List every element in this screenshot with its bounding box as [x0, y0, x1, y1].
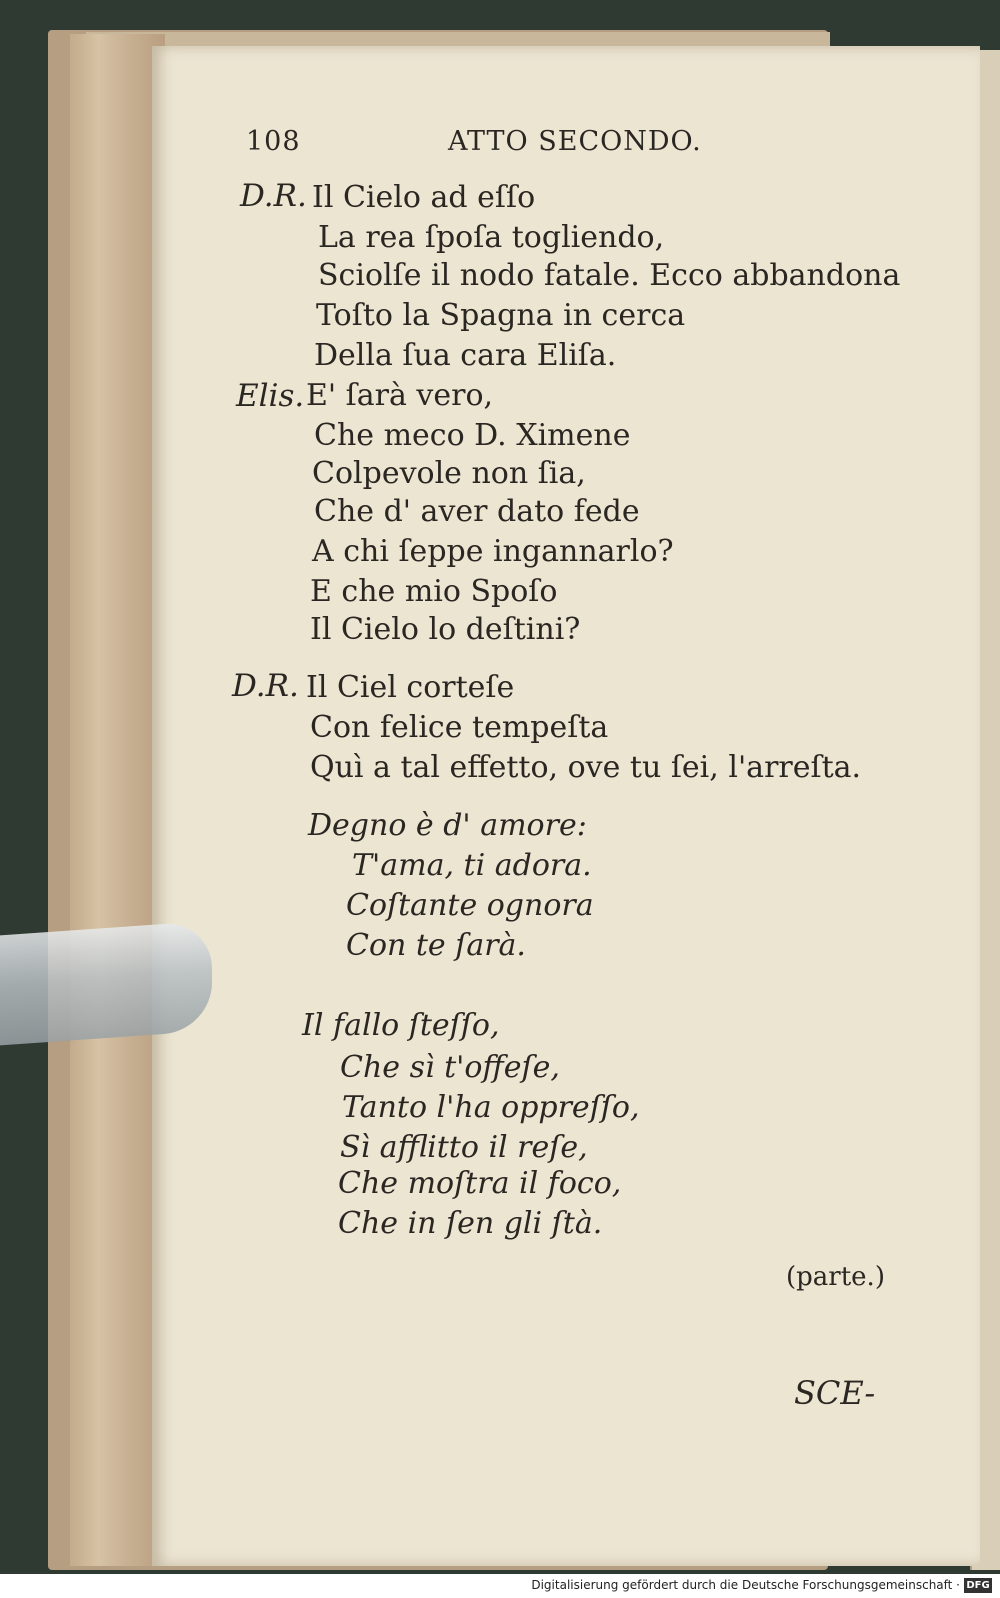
- dfg-logo: DFG: [964, 1578, 992, 1593]
- running-title: ATTO SECONDO.: [448, 126, 702, 157]
- aria-line: Che sì t'offeſe,: [340, 1050, 560, 1085]
- aria-line: Con te ſarà.: [346, 928, 526, 963]
- verse-line: Toſto la Spagna in cerca: [316, 298, 686, 333]
- verse-line: A chi ſeppe ingannarlo?: [312, 534, 674, 569]
- verse-line: Della ſua cara Eliſa.: [314, 338, 617, 373]
- stage-direction: (parte.): [786, 1262, 885, 1292]
- verse-line: Il Cielo lo deſtini?: [310, 612, 581, 647]
- catchword: SCE-: [794, 1374, 876, 1412]
- page-edges: [70, 34, 165, 1566]
- verse-line: Sciolſe il nodo fatale. Ecco abbandona: [318, 258, 901, 293]
- verse-line: Con felice tempeſta: [310, 710, 609, 745]
- verse-line: E che mio Spoſo: [310, 574, 558, 609]
- verse-line: Il Cielo ad eſſo: [312, 180, 536, 215]
- aria-line: Tanto l'ha oppreſſo,: [342, 1090, 640, 1125]
- page-number: 108: [246, 126, 301, 157]
- verse-line: La rea ſpoſa togliendo,: [318, 220, 665, 255]
- aria-line: Che moſtra il foco,: [338, 1166, 622, 1201]
- verse-line: Che d' aver dato fede: [314, 494, 640, 529]
- verse-line: Che meco D. Ximene: [314, 418, 631, 453]
- verse-line: Quì a tal effetto, ove tu ſei, l'arreſta.: [310, 750, 862, 785]
- aria-line: Che in ſen gli ſtà.: [338, 1206, 603, 1241]
- page-edges-top: [86, 32, 830, 46]
- aria-line: Il fallo ſteſſo,: [302, 1008, 500, 1043]
- verse-line: E' ſarà vero,: [306, 378, 494, 413]
- page-clip: [0, 921, 212, 1046]
- speaker-label: D.R.: [240, 178, 307, 214]
- verse-line: Colpevole non ſia,: [312, 456, 586, 491]
- aria-line: Sì afflitto il reſe,: [340, 1130, 588, 1165]
- aria-line: Coſtante ognora: [346, 888, 594, 923]
- footer-credit: Digitalisierung gefördert durch die Deutsche Forschungsgemeinschaft ·: [531, 1578, 960, 1592]
- speaker-label: D.R.: [232, 668, 299, 704]
- speaker-label: Elis.: [236, 378, 305, 414]
- verse-line: Il Ciel corteſe: [306, 670, 515, 705]
- aria-line: T'ama, ti adora.: [352, 848, 592, 883]
- aria-line: Degno è d' amore:: [308, 808, 587, 843]
